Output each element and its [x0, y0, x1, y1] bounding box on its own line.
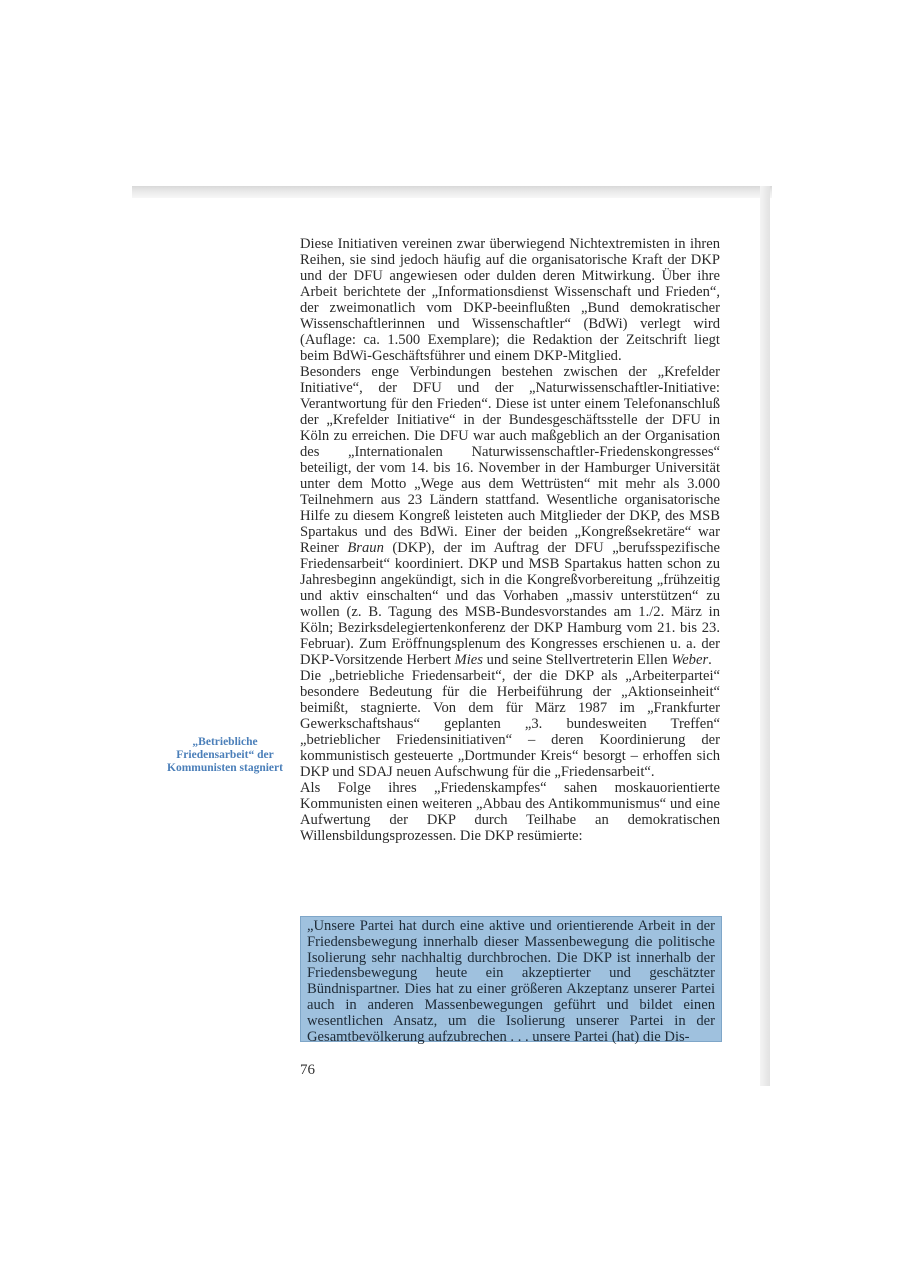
highlighted-quote: [300, 916, 722, 1045]
scan-page-edge-right: [760, 186, 770, 1086]
paragraph-2: [300, 364, 720, 668]
person-name-braun: Braun: [347, 540, 384, 556]
scan-page-edge-top: [132, 186, 772, 198]
paragraph-2-part-d: .: [708, 652, 712, 668]
paragraph-2-part-b: (DKP), der im Auftrag der DFU „berufsspezifische Friedensarbeit“ koordiniert. DKP und MSB Spartakus hatten schon zu Jahresbeginn angekündigt, sich in die Kongreßvorbereitung „frühzeitig und aktiv einschalten“ und das Vorhaben „massiv unterstützen“ zu wollen (z. B. Tagung des MSB-Bundesvorstandes am 1./2. März in Köln; Bezirksdelegiertenkonferenz der DKP Hamburg vom 21. bis 23. Februar). Zum Eröffnungsplenum des Kongresses erschienen u. a. der DKP-Vorsitzende Herbert: [300, 540, 720, 668]
person-name-weber: Weber: [671, 652, 709, 668]
person-name-mies: Mies: [454, 652, 483, 668]
paragraph-3: Die „betriebliche Friedensarbeit“, der die DKP als „Arbeiterpartei“ besondere Bedeutung für die Herbeiführung der „Aktionseinheit“ beimißt, stagnierte. Von dem für März 1987 im „Frankfurter Gewerkschaftshaus“ geplanten „3. bundesweiten Treffen“ „betrieblicher Friedensinitiativen“ – deren Koordinierung der kommunistisch gesteuerte „Dortmunder Kreis“ besorgt – erhoffen sich DKP und SDAJ neuen Aufschwung für die „Friedensarbeit“.: [300, 668, 720, 780]
paragraph-4: Als Folge ihres „Friedenskampfes“ sahen moskauorientierte Kommunisten einen weiteren „Abbau des Antikommunismus“ und eine Aufwertung der DKP durch Teilhabe an demokratischen Willensbildungsprozessen. Die DKP resümierte:: [300, 780, 720, 844]
body-text: [300, 236, 720, 844]
marginal-note: „Betriebliche Friedensarbeit“ der Kommunisten stagniert: [167, 736, 283, 774]
quote-text: „Unsere Partei hat durch eine aktive und orientierende Arbeit in der Friedensbewegung innerhalb dieser Massenbewegung die politische Isolierung sehr nachhaltig durchbrochen. Die DKP ist innerhalb der Friedensbewegung heute ein akzeptierter und geschätzter Bündnispartner. Dies hat zu einer größeren Akzeptanz unserer Partei auch in anderen Massenbewegungen geführt und bildet einen wesentlichen Ansatz, um die Isolierung unserer Partei in der Gesamtbevölkerung aufzubrechen . . . unsere Partei (hat) die Dis-: [307, 918, 715, 1045]
paragraph-1: Diese Initiativen vereinen zwar überwiegend Nichtextremisten in ihren Reihen, sie sind jedoch häufig auf die organisatorische Kraft der DKP und der DFU angewiesen oder dulden deren Mitwirkung. Über ihre Arbeit berichtete der „Informationsdienst Wissenschaft und Frieden“, der zweimonatlich vom DKP-beeinflußten „Bund demokratischer Wissenschaftlerinnen und Wissenschaftler“ (BdWi) verlegt wird (Auflage: ca. 1.500 Exemplare); die Redaktion der Zeitschrift liegt beim BdWi-Geschäftsführer und einem DKP-Mitglied.: [300, 236, 720, 364]
page-number: 76: [300, 1062, 315, 1078]
paragraph-2-part-c: und seine Stellvertreterin Ellen: [482, 652, 672, 668]
paragraph-2-part-a: Besonders enge Verbindungen bestehen zwischen der „Krefelder Initiative“, der DFU und der „Naturwissenschaftler-Initiative: Verantwortung für den Frieden“. Diese ist unter einem Telefonanschluß der „Krefelder Initiative“ in der Bundesgeschäftsstelle der DFU in Köln zu erreichen. Die DFU war auch maßgeblich an der Organisation des „Internationalen Naturwissenschaftler-Friedenskongresses“ beteiligt, der vom 14. bis 16. November in der Hamburger Universität unter dem Motto „Wege aus dem Wettrüsten“ mit mehr als 3.000 Teilnehmern aus 23 Ländern stattfand. Wesentliche organisatorische Hilfe zu diesem Kongreß leisteten auch Mitglieder der DKP, des MSB Spartakus und des BdWi. Einer der beiden „Kongreßsekretäre“ war Reiner: [300, 364, 720, 556]
